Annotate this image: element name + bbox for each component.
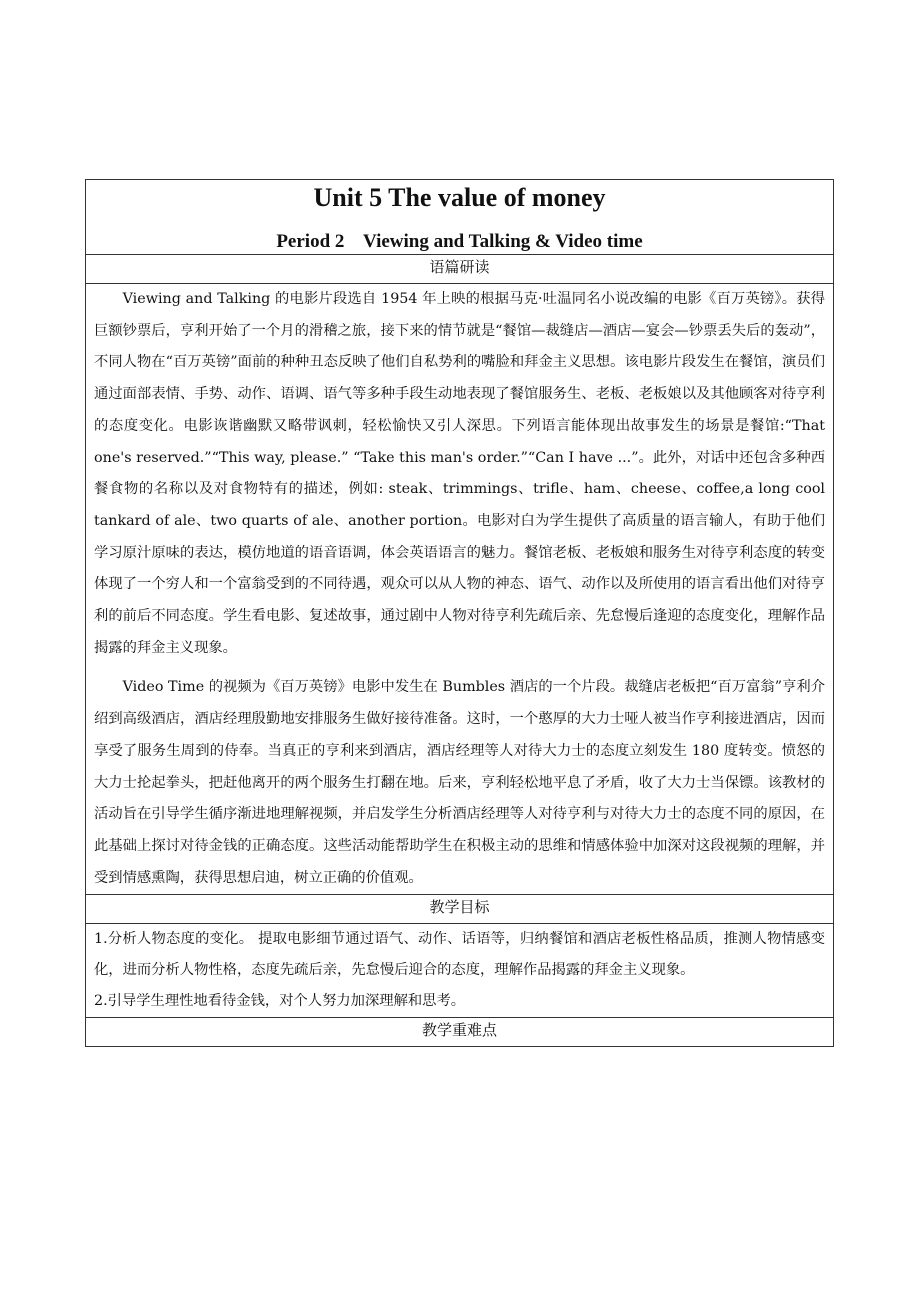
key-points-heading-row bbox=[86, 1018, 834, 1047]
goals-heading-row bbox=[86, 895, 834, 924]
goal-item-1: 1.分析人物态度的变化。 提取电影细节通过语气、动作、话语等，归纳餐馆和酒店老板性格品质，推测人物情感变化，进而分析人物性格，态度先疏后亲，先怠慢后迎合的态度，理解作品揭露的拜金主义现象。 bbox=[94, 931, 825, 979]
goals-body bbox=[86, 924, 834, 1018]
title-row bbox=[86, 180, 834, 255]
lesson-plan-table bbox=[85, 179, 834, 1047]
reading-body bbox=[86, 284, 834, 895]
period-subtitle: Period 2 Viewing and Talking & Video time bbox=[276, 231, 643, 252]
key-points-heading: 教学重难点 bbox=[86, 1018, 834, 1047]
lesson-plan-sheet bbox=[85, 179, 834, 1047]
title-cell bbox=[86, 180, 834, 255]
goals-heading: 教学目标 bbox=[86, 895, 834, 924]
reading-heading-row bbox=[86, 255, 834, 284]
unit-title: Unit 5 The value of money bbox=[313, 183, 606, 212]
reading-body-row bbox=[86, 284, 834, 895]
goal-item-2: 2.引导学生理性地看待金钱，对个人努力加深理解和思考。 bbox=[94, 993, 466, 1010]
reading-paragraph-1: Viewing and Talking 的电影片段选自 1954 年上映的根据马克·吐温同名小说改编的电影《百万英镑》。获得巨额钞票后，亨利开始了一个月的滑稽之旅，接下来的情节就是“餐馆—裁缝店—酒店—宴会—钞票丢失后的轰动”，不同人物在“百万英镑”面前的种种丑态反映了他们自私势利的嘴脸和拜金主义思想。该电影片段发生在餐馆，演员们通过面部表情、手势、动作、语调、语气等多种手段生动地表现了餐馆服务生、老板、老板娘以及其他顾客对待亨利的态度变化。电影诙谐幽默又略带讽刺，轻松愉快又引人深思。下列语言能体现出故事发生的场景是餐馆:“That one's reserved.”“This way, please.” “Take this man's order.”“Can I have ...”。此外，对话中还包含多种西餐食物的名称以及对食物特有的描述，例如: steak、trimmings、trifle、ham、cheese、coffee,a long cool tankard of ale、two quarts of ale、another portion。电影对白为学生提供了高质量的语言输人，有助于他们学习原汁原味的表达，模仿地道的语音语调，体会英语语言的魅力。餐馆老板、老板娘和服务生对待亨利态度的转变体现了一个穷人和一个富翁受到的不同待遇，观众可以从人物的神态、语气、动作以及所使用的语言看出他们对待亨利的前后不同态度。学生看电影、复述故事，通过剧中人物对待亨利先疏后亲、先怠慢后逢迎的态度变化，理解作品揭露的拜金主义现象。 bbox=[94, 291, 825, 656]
reading-heading: 语篇研读 bbox=[86, 255, 834, 284]
goals-body-row bbox=[86, 924, 834, 1018]
reading-paragraph-2: Video Time 的视频为《百万英镑》电影中发生在 Bumbles 酒店的一个片段。裁缝店老板把“百万富翁”亨利介绍到高级酒店，酒店经理殷勤地安排服务生做好接待准备。这时，一个憨厚的大力士哑人被当作亨利接进酒店，因而享受了服务生周到的侍奉。当真正的亨利来到酒店，酒店经理等人对待大力士的态度立刻发生 180 度转变。愤怒的大力士抡起拳头，把赶他离开的两个服务生打翻在地。后来，亨利轻松地平息了矛盾，收了大力士当保镖。该教材的活动旨在引导学生循序渐进地理解视频，并启发学生分析酒店经理等人对待亨利与对待大力士的态度不同的原因，在此基础上探讨对待金钱的正确态度。这些活动能帮助学生在积极主动的思维和情感体验中加深对这段视频的理解，并受到情感熏陶，获得思想启迪，树立正确的价值观。 bbox=[94, 679, 825, 886]
